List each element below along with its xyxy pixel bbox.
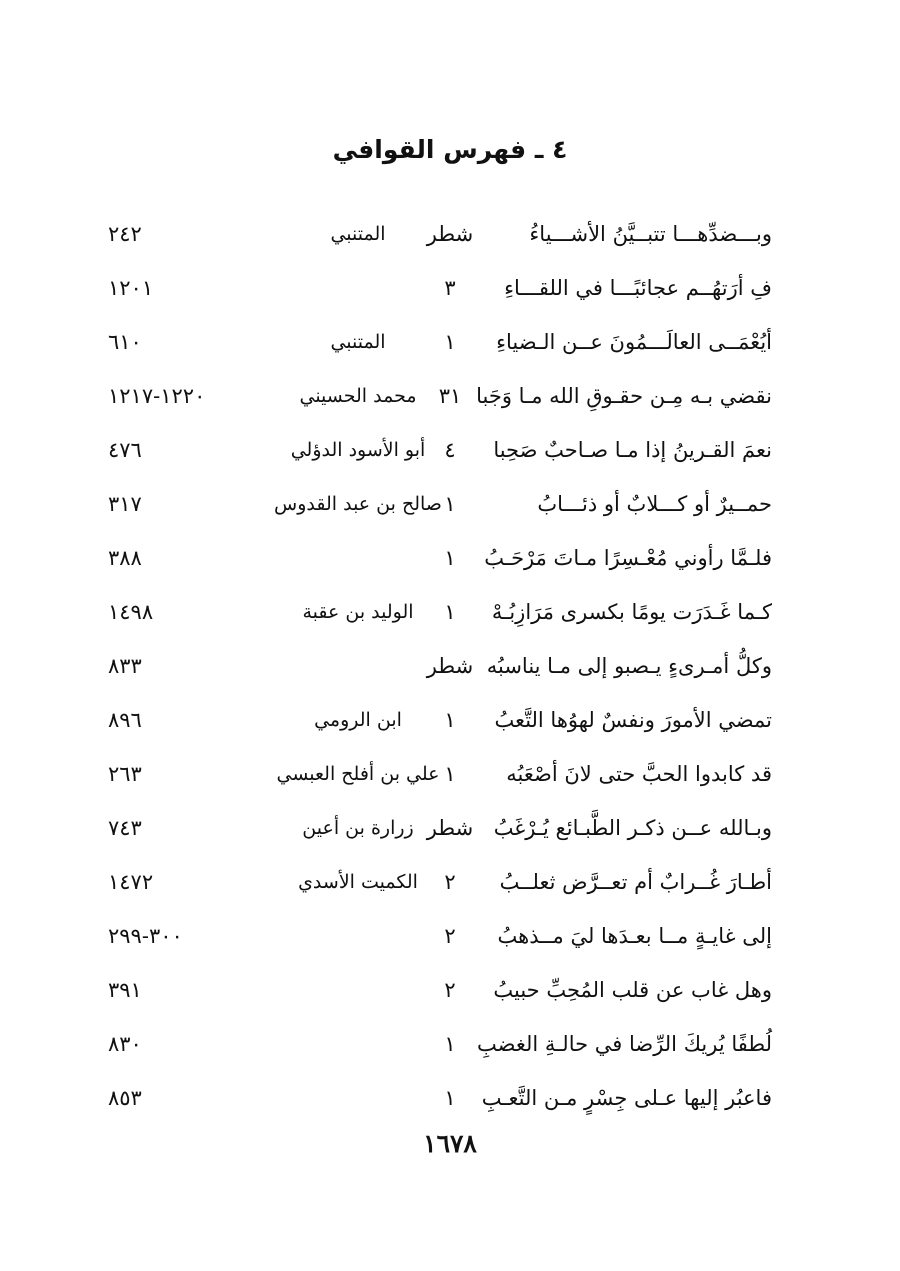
page-reference: ٣٩١ [108,978,142,1002]
verse-text: أطـارَ غُــرابٌ أم تعــرَّض ثعلــبُ [499,870,772,894]
page-reference: ٨٣٠ [108,1032,142,1056]
index-row [0,369,900,423]
poet-name [248,531,468,585]
verse-count: ٣ [444,276,456,300]
verse-count: شطر [426,816,474,840]
index-row [0,963,900,1017]
index-row [0,531,900,585]
page-reference: ٨٣٣ [108,654,142,678]
verse-count: ١ [444,762,456,786]
verse-text: أيُعْمَــى العالَـــمُونَ عــن الـضياءِ [496,330,772,354]
verse-count: ٢ [444,870,456,894]
verse-count: ١ [444,330,456,354]
page-title: ٤ ـ فهرس القوافي [332,135,568,164]
poet-name [248,1071,468,1125]
index-row [0,585,900,639]
page-reference: ١٢٠١ [108,276,154,300]
verse-count: ١ [444,1032,456,1056]
verse-count: ٢ [444,978,456,1002]
verse-count: ٢ [444,924,456,948]
page-reference: ٨٩٦ [108,708,142,732]
index-row [0,261,900,315]
verse-text: فاعبُر إليها عـلى جِسْرٍ مـن التَّعـبِ [481,1086,772,1110]
page-reference: ٣١٧ [108,492,142,516]
page-reference: ٣٨٨ [108,546,142,570]
poet-name: ابن الرومي [314,709,402,731]
verse-count: ٤ [444,438,456,462]
poet-name [248,639,468,693]
verse-count: ١ [444,546,456,570]
page-reference: ٢٦٣ [108,762,142,786]
poet-name: أبو الأسود الدؤلي [290,439,426,461]
page-reference: ١٤٩٨ [108,600,154,624]
rhyme-index-list [0,207,900,1125]
poet-name [248,963,468,1017]
poet-name: الكميت الأسدي [298,871,418,893]
verse-count: ١ [444,708,456,732]
verse-text: تمضي الأمورَ ونفسٌ لهوُها التَّعبُ [494,708,772,732]
page-reference: ٦١٠ [108,330,142,354]
poet-name: علي بن أفلح العبسي [276,763,440,785]
poet-name: الوليد بن عقبة [302,601,414,623]
verse-count: ١ [444,492,456,516]
page-reference: ٨٥٣ [108,1086,142,1110]
poet-name: صالح بن عبد القدوس [274,493,442,515]
index-row [0,1071,900,1125]
index-row [0,747,900,801]
verse-text: نقضي بـه مِـن حقـوقِ الله مـا وَجَبا [476,384,772,408]
index-row [0,801,900,855]
page-reference: ١٢٢٠-١٢١٧ [108,384,206,408]
verse-text: إلى غايـةٍ مــا بعـدَها ليَ مــذهبُ [497,924,772,948]
verse-text: فلـمَّا رأوني مُعْـسِرًا مـاتَ مَرْحَـبُ [484,546,772,570]
index-row [0,855,900,909]
index-row [0,315,900,369]
verse-text: حمــيرٌ أو كـــلابٌ أو ذئـــابُ [537,492,772,516]
poet-name [248,261,468,315]
verse-text: نعمَ القـرينُ إذا مـا صـاحبٌ صَحِبا [493,438,772,462]
page-reference: ٣٠٠-٢٩٩ [108,924,183,948]
verse-count: ١ [444,1086,456,1110]
page-reference: ٤٧٦ [108,438,142,462]
index-row [0,639,900,693]
verse-count: شطر [426,222,474,246]
poet-name: زرارة بن أعين [302,817,414,839]
index-row [0,909,900,963]
page-reference: ٢٤٢ [108,222,142,246]
page-reference: ١٤٧٢ [108,870,154,894]
poet-name: المتنبي [330,223,386,245]
poet-name [248,1017,468,1071]
verse-count: شطر [426,654,474,678]
index-row [0,1017,900,1071]
index-row [0,693,900,747]
poet-name: المتنبي [330,331,386,353]
verse-text: وهل غاب عن قلب المُحِبِّ حبيبُ [493,978,772,1002]
verse-text: وبـــضدِّهـــا تتبــيَّنُ الأشـــياءُ [529,222,772,246]
poet-name: محمد الحسيني [299,385,417,407]
page-reference: ٧٤٣ [108,816,142,840]
verse-text: وكلُّ أمـرىءٍ يـصبو إلى مـا يناسبُه [486,654,772,678]
verse-text: لُطفًا يُريكَ الرِّضا في حالـةِ الغضبِ [477,1032,772,1056]
verse-text: كـما غَـدَرَت يومًا بكسرى مَرَازِبُـهْ [491,600,772,624]
verse-text: قد كابدوا الحبَّ حتى لانَ أصْعَبُه [506,762,772,786]
index-row [0,207,900,261]
verse-count: ٣١ [438,384,462,408]
page-number: ١٦٧٨ [423,1129,477,1158]
index-row [0,477,900,531]
verse-count: ١ [444,600,456,624]
verse-text: فِ أرَتهُــم عجائبًـــا في اللقـــاءِ [504,276,772,300]
poet-name [248,909,468,963]
index-row [0,423,900,477]
verse-text: وبـالله عــن ذكـر الطَّبـائع يُـرْغَبُ [493,816,772,840]
